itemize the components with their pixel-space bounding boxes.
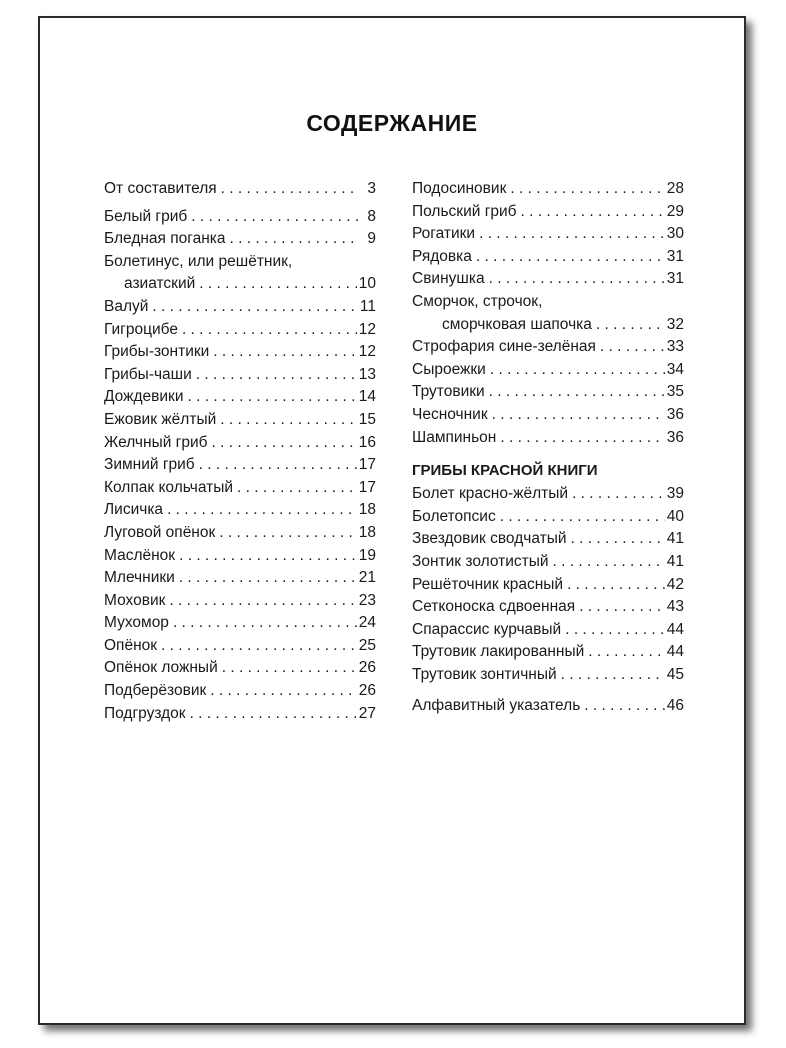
toc-entry-label: Строфария сине-зелёная <box>412 338 596 356</box>
toc-entry[interactable] <box>412 596 684 619</box>
toc-entry-label: Трутовик зонтичный <box>412 665 557 683</box>
toc-entry-page: 10 <box>358 275 376 293</box>
toc-entry-label: Трутовик лакированный <box>412 643 585 661</box>
toc-entry-label: Шампиньон <box>412 428 497 446</box>
toc-entry-label: Млечники <box>104 569 175 587</box>
toc-entry-page: 27 <box>358 704 376 722</box>
toc-entry-label: Польский гриб <box>412 202 517 220</box>
toc-entry-page: 16 <box>358 433 376 451</box>
toc-entry[interactable] <box>412 246 684 269</box>
toc-entry-label: Луговой опёнок <box>104 523 216 541</box>
toc-entry-page: 13 <box>358 365 376 383</box>
toc-entry-label: Белый гриб <box>104 207 188 225</box>
toc-entry-label: Грибы-чаши <box>104 365 192 383</box>
toc-entry[interactable] <box>412 427 684 450</box>
toc-entry[interactable] <box>412 178 684 201</box>
toc-entry[interactable] <box>412 223 684 246</box>
toc-entry-label: Подосиновик <box>412 180 507 197</box>
toc-entry-page: 26 <box>358 659 376 677</box>
toc-entry-page: 31 <box>666 247 684 265</box>
toc-entry-index[interactable] <box>412 695 684 718</box>
toc-entry[interactable] <box>104 432 376 455</box>
toc-entry[interactable] <box>412 359 684 382</box>
toc-entry[interactable] <box>104 635 376 658</box>
toc-entry[interactable] <box>104 178 376 201</box>
toc-entry[interactable] <box>412 381 684 404</box>
toc-entry[interactable] <box>412 619 684 642</box>
red-book-heading: ГРИБЫ КРАСНОЙ КНИГИ <box>412 462 598 480</box>
toc-entry-label: Сыроежки <box>412 360 486 378</box>
toc-entry-page: 35 <box>666 383 684 401</box>
toc-entry-page: 42 <box>666 575 684 593</box>
toc-entry-page: 36 <box>666 405 684 423</box>
toc-entry-label: Маслёнок <box>104 546 176 564</box>
toc-entry[interactable] <box>104 499 376 522</box>
toc-entry-label: Бледная поганка <box>104 230 226 248</box>
toc-entry[interactable] <box>104 680 376 703</box>
toc-entry-multiline[interactable] <box>104 251 376 296</box>
toc-entry-label: Грибы-зонтики <box>104 343 210 361</box>
toc-entry-page: 17 <box>358 478 376 496</box>
toc-entry[interactable] <box>412 664 684 687</box>
toc-entry-page: 41 <box>666 530 684 548</box>
toc-entry-label: Опёнок <box>104 636 158 654</box>
toc-entry[interactable] <box>104 612 376 635</box>
toc-entry-label: Болет красно-жёлтый <box>412 485 569 503</box>
toc-entry-page: 21 <box>358 569 376 587</box>
toc-entry-label: Моховик <box>104 591 166 609</box>
toc-entry-page: 40 <box>666 507 684 525</box>
toc-entry[interactable] <box>104 703 376 726</box>
toc-entry[interactable] <box>412 574 684 597</box>
toc-entry-page: 33 <box>666 338 684 356</box>
toc-entry[interactable] <box>412 201 684 224</box>
toc-entry-page: 29 <box>666 202 684 220</box>
toc-entry-multiline[interactable] <box>412 291 684 336</box>
toc-left-column <box>104 178 376 725</box>
toc-entry-label: Опёнок ложный <box>104 659 218 677</box>
toc-entry[interactable] <box>104 657 376 680</box>
page-title: СОДЕРЖАНИЕ <box>306 110 478 136</box>
toc-entry[interactable] <box>412 506 684 529</box>
toc-entry-label: азиатский <box>124 275 196 293</box>
toc-entry[interactable] <box>412 483 684 506</box>
toc-entry-page: 26 <box>358 682 376 700</box>
toc-entry-label: Звездовик сводчатый <box>412 530 567 548</box>
toc-entry-page: 32 <box>666 315 684 333</box>
toc-entry-page: 39 <box>666 485 684 503</box>
toc-entry-page: 43 <box>666 598 684 616</box>
toc-entry-page: 30 <box>666 225 684 243</box>
toc-entry-page: 12 <box>358 320 376 338</box>
toc-entry-label: сморчковая шапочка <box>442 315 592 333</box>
toc-entry-page: 36 <box>666 428 684 446</box>
toc-entry-label: Валуй <box>104 297 149 315</box>
toc-entry-page: 44 <box>666 643 684 661</box>
toc-entry-label: Рядовка <box>412 247 472 265</box>
toc-entry-label: Колпак кольчатый <box>104 478 234 496</box>
toc-entry-label: Желчный гриб <box>104 433 208 451</box>
toc-entry-label: Рогатики <box>412 225 476 243</box>
toc-entry[interactable] <box>412 404 684 427</box>
toc-entry[interactable] <box>104 567 376 590</box>
toc-entry-page: 19 <box>358 546 376 564</box>
toc-entry-page: 11 <box>359 297 376 315</box>
toc-entry-page: 17 <box>358 456 376 474</box>
toc-entry[interactable] <box>104 341 376 364</box>
toc-entry[interactable] <box>104 206 376 229</box>
toc-entry[interactable] <box>412 528 684 551</box>
toc-entry-page: 46 <box>666 697 684 715</box>
toc-entry-page: 28 <box>666 180 684 197</box>
toc-entry-page: 24 <box>358 614 376 632</box>
toc-entry-label: Решёточник красный <box>412 575 564 593</box>
toc-entry-label: Сетконоска сдвоенная <box>412 598 576 616</box>
toc-entry-page: 18 <box>358 523 376 541</box>
toc-entry-label-line1: Сморчок, строчок, <box>412 292 543 310</box>
toc-entry-label: Свинушка <box>412 270 485 288</box>
toc-entry[interactable] <box>104 319 376 342</box>
toc-entry[interactable] <box>412 336 684 359</box>
toc-entry-label: Зимний гриб <box>104 456 195 474</box>
toc-entry-page: 45 <box>666 665 684 683</box>
toc-entry[interactable] <box>104 386 376 409</box>
toc-entry-page: 15 <box>358 410 376 428</box>
toc-entry-page: 44 <box>666 620 684 638</box>
toc-entry-page: 31 <box>666 270 684 288</box>
toc-entry-label: Мухомор <box>104 614 169 632</box>
toc-entry-label: Дождевики <box>104 388 184 406</box>
toc-entry-label: От составителя <box>104 180 217 197</box>
toc-right-column <box>412 178 684 718</box>
toc-entry-page: 9 <box>367 230 376 248</box>
toc-entry[interactable] <box>104 364 376 387</box>
toc-entry-page: 14 <box>358 388 376 406</box>
toc-entry-label: Болетопсис <box>412 507 496 525</box>
toc-entry[interactable] <box>104 454 376 477</box>
toc-entry[interactable] <box>104 590 376 613</box>
toc-entry-page: 3 <box>367 180 376 197</box>
toc-entry-label-line1: Болетинус, или решётник, <box>104 252 293 270</box>
toc-entry-label: Лисичка <box>104 501 164 519</box>
toc-entry-label: Подберёзовик <box>104 682 207 700</box>
toc-entry[interactable] <box>104 545 376 568</box>
toc-entry[interactable] <box>412 268 684 291</box>
toc-entry-label: Трутовики <box>412 383 485 401</box>
toc-entry[interactable] <box>104 296 376 319</box>
toc-entry[interactable] <box>104 477 376 500</box>
toc-entry-label: Спарассис курчавый <box>412 620 562 638</box>
toc-entry[interactable] <box>104 228 376 251</box>
toc-entry[interactable] <box>412 551 684 574</box>
toc-entry-page: 25 <box>358 636 376 654</box>
toc-entry-page: 34 <box>666 360 684 378</box>
toc-entry[interactable] <box>412 641 684 664</box>
toc-entry-page: 41 <box>666 552 684 570</box>
toc-entry-page: 12 <box>358 343 376 361</box>
toc-entry-page: 18 <box>358 501 376 519</box>
toc-entry[interactable] <box>104 522 376 545</box>
toc-entry-label: Чесночник <box>412 405 488 423</box>
toc-entry-page: 8 <box>367 207 376 225</box>
toc-entry-label: Гигроцибе <box>104 320 178 338</box>
toc-entry-label: Алфавитный указатель <box>412 697 581 715</box>
page <box>38 16 746 1025</box>
toc-entry-label: Зонтик золотистый <box>412 552 549 570</box>
toc-entry-label: Ежовик жёлтый <box>104 410 217 428</box>
toc-entry[interactable] <box>104 409 376 432</box>
toc-entry-page: 23 <box>358 591 376 609</box>
toc-entry-label: Подгруздок <box>104 704 186 722</box>
